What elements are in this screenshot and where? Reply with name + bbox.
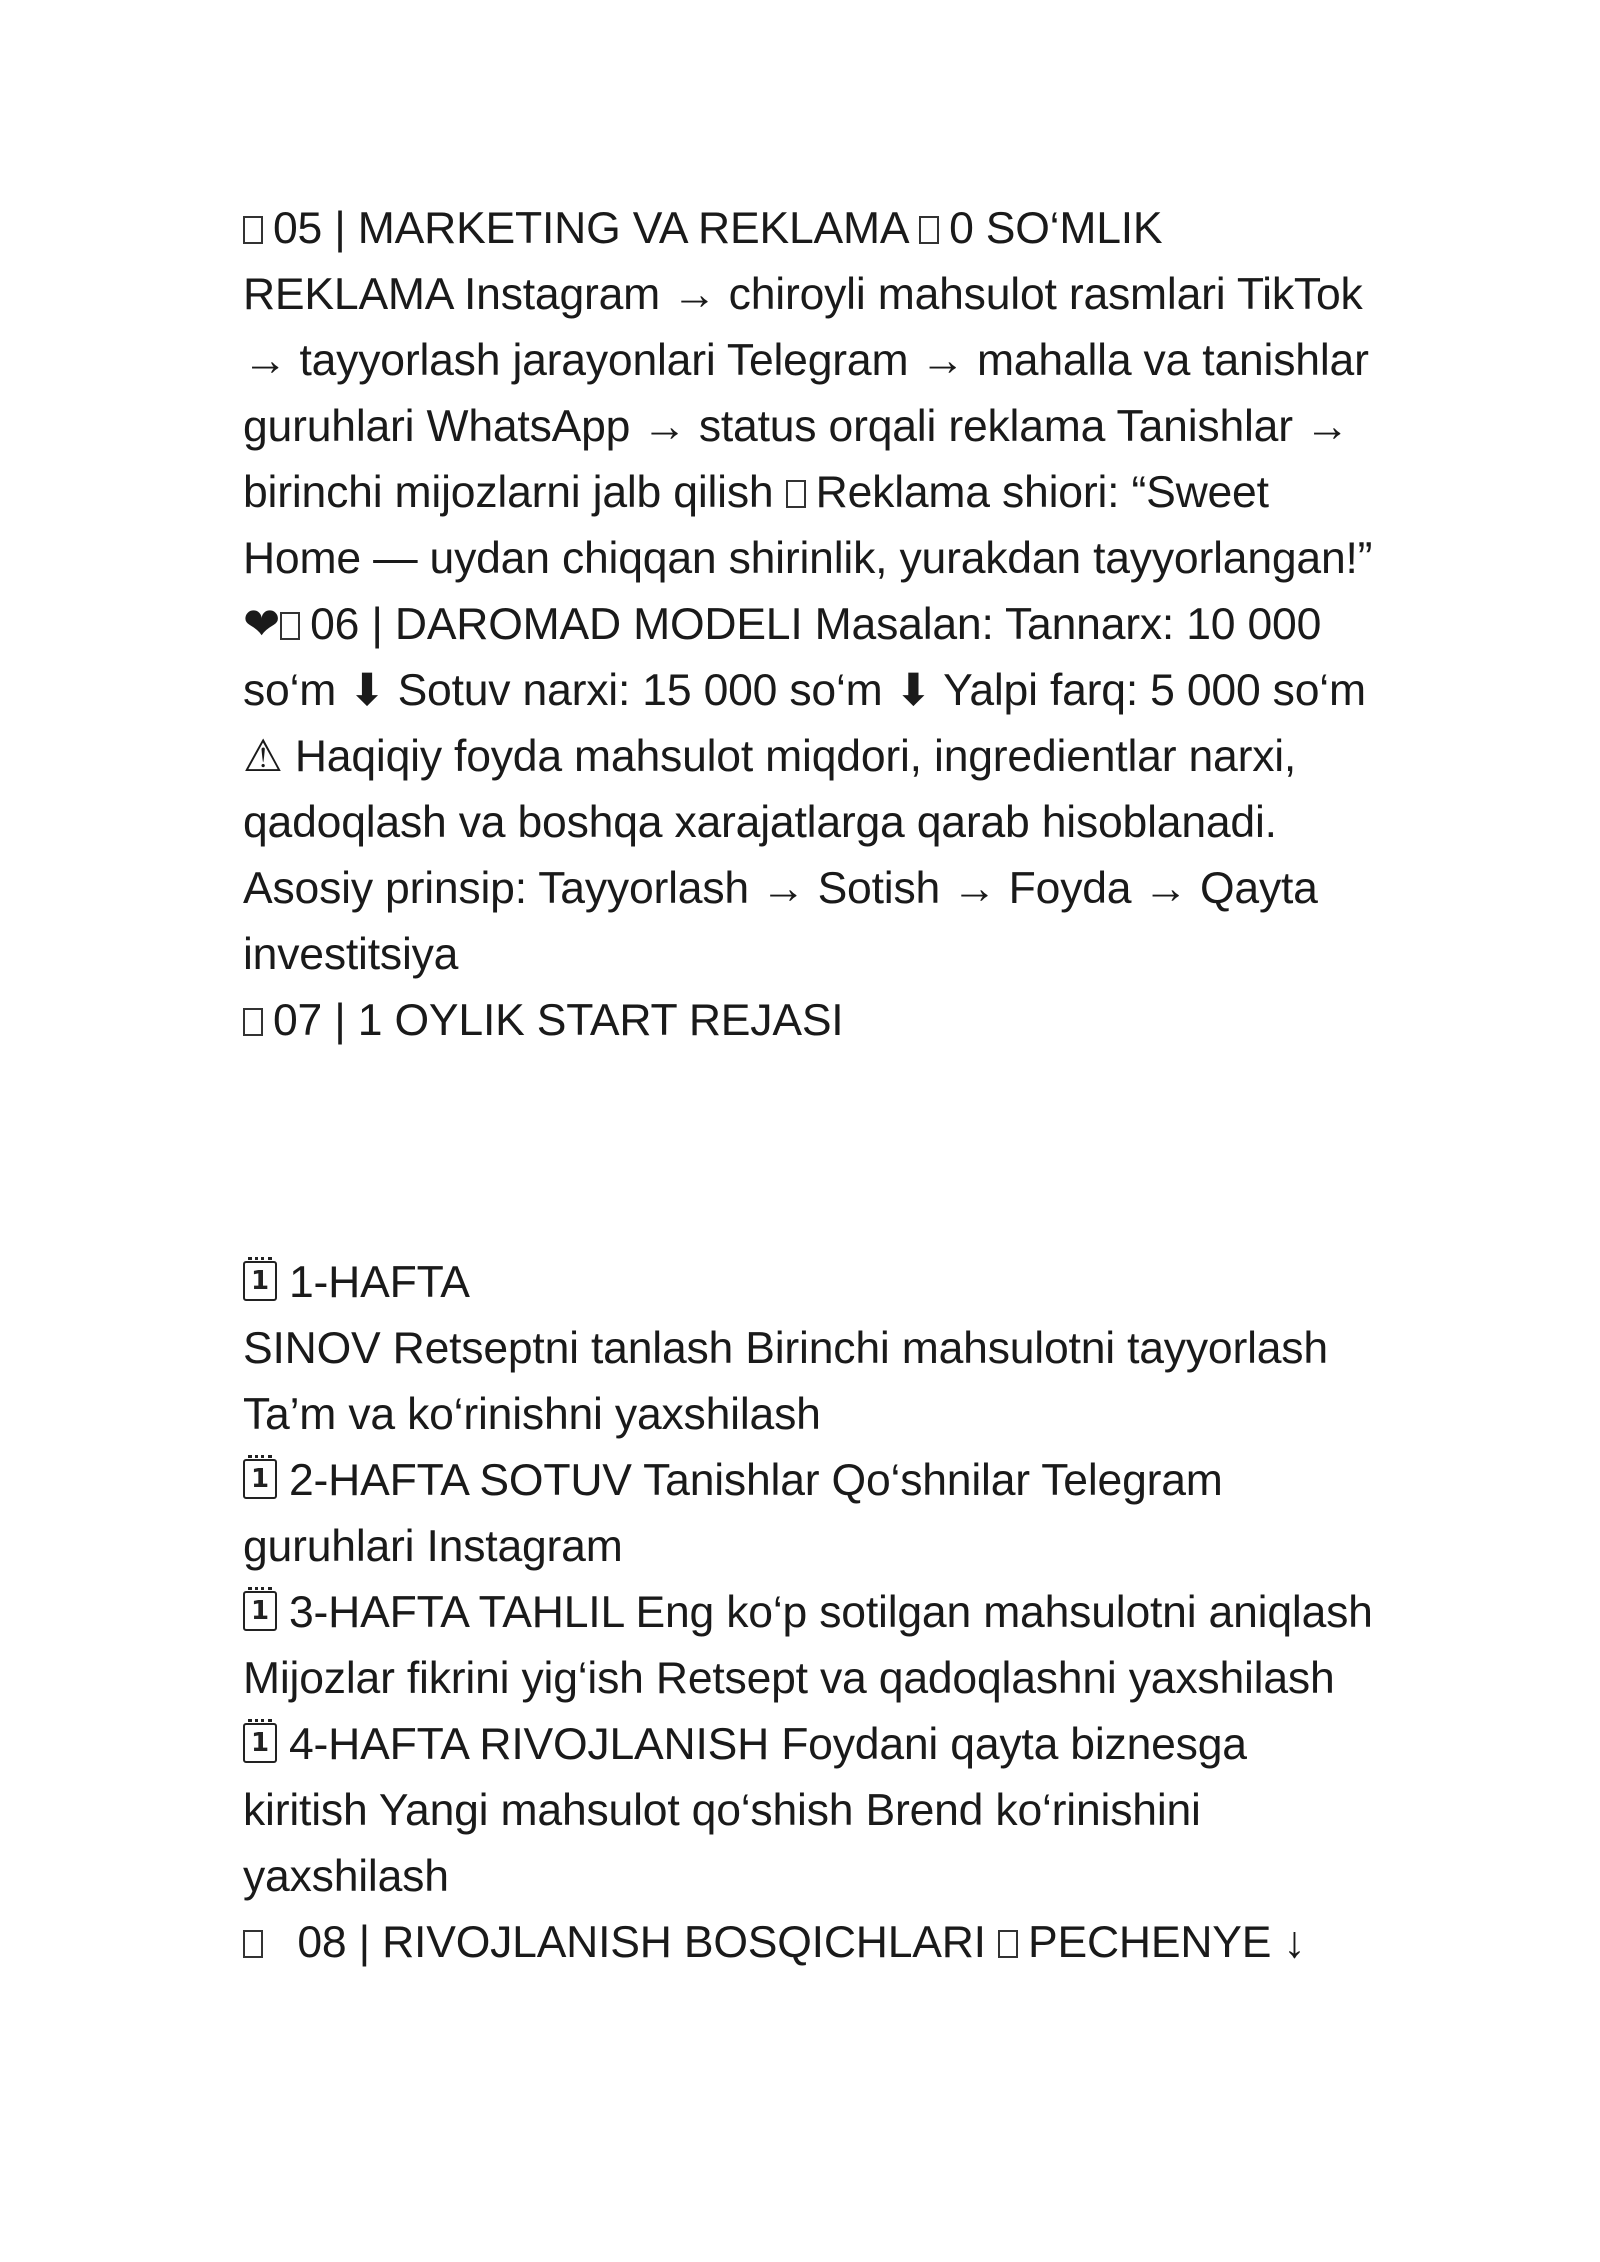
week-1-heading-line bbox=[243, 1250, 1373, 1316]
missing-glyph-box-icon bbox=[998, 1930, 1018, 1958]
missing-glyph-box-icon bbox=[786, 480, 806, 508]
missing-glyph-box-icon bbox=[243, 1930, 263, 1958]
week-3-text: 3-HAFTA TAHLIL Eng ko‘p sotilgan mahsulotni aniqlash Mijozlar fikrini yig‘ish Retsept va qadoqlashni yaxshilash bbox=[243, 1588, 1373, 1703]
marketing-and-income-section bbox=[243, 196, 1373, 1054]
missing-glyph-box-icon bbox=[280, 612, 300, 640]
slogan-text: Reklama shiori: “Sweet Home — uydan chiqqan shirinlik, yurakdan tayyorlangan!” ❤ bbox=[243, 468, 1373, 649]
section-05-body: 0 SO‘MLIK REKLAMA Instagram → chiroyli mahsulot rasmlari TikTok → tayyorlash jarayonlari Telegram → mahalla va tanishlar guruhlari WhatsApp → status orqali reklama Tanishlar → birinchi mijozlarni jalb qilish bbox=[243, 204, 1369, 517]
week-4-text: 4-HAFTA RIVOJLANISH Foydani qayta biznesga kiritish Yangi mahsulot qo‘shish Brend ko‘rinishini yaxshilash bbox=[243, 1720, 1247, 1901]
calendar-1-icon: 1 bbox=[243, 1723, 277, 1763]
missing-glyph-box-icon bbox=[243, 1008, 263, 1036]
section-06-text: 06 | DAROMAD MODELI Masalan: Tannarx: 10 000 so‘m ⬇ Sotuv narxi: 15 000 so‘m ⬇ Yalpi farq: 5 000 so‘m ⚠ Haqiqiy foyda mahsulot miqdori, ingredientlar narxi, qadoqlash va boshqa xarajatlarga qarab hisoblanadi. Asosiy prinsip: Tayyorlash → Sotish → Foyda → Qayta investitsiya bbox=[243, 600, 1366, 979]
week-1-body: SINOV Retseptni tanlash Birinchi mahsulotni tayyorlash Ta’m va ko‘rinishni yaxshilash bbox=[243, 1324, 1328, 1439]
week-3-paragraph bbox=[243, 1580, 1373, 1712]
section-08-heading: 08 | RIVOJLANISH BOSQICHLARI bbox=[297, 1918, 986, 1967]
week-2-text: 2-HAFTA SOTUV Tanishlar Qo‘shnilar Telegram guruhlari Instagram bbox=[243, 1456, 1223, 1571]
week-1-title: 1-HAFTA bbox=[289, 1258, 470, 1307]
calendar-1-icon: 1 bbox=[243, 1591, 277, 1631]
start-plan-section bbox=[243, 1250, 1373, 1976]
calendar-1-icon: 1 bbox=[243, 1261, 277, 1301]
section-08-tail: PECHENYE ↓ bbox=[1028, 1918, 1306, 1967]
section-08-paragraph bbox=[243, 1910, 1373, 1976]
section-07-paragraph bbox=[243, 988, 1373, 1054]
section-07-heading: 07 | 1 OYLIK START REJASI bbox=[273, 996, 844, 1045]
missing-glyph-box-icon bbox=[243, 216, 263, 244]
missing-glyph-box-icon bbox=[919, 216, 939, 244]
calendar-1-icon: 1 bbox=[243, 1459, 277, 1499]
week-2-paragraph bbox=[243, 1448, 1373, 1580]
section-05-heading: 05 | MARKETING VA REKLAMA bbox=[273, 204, 907, 253]
section-05-paragraph bbox=[243, 196, 1373, 988]
week-4-paragraph bbox=[243, 1712, 1373, 1910]
